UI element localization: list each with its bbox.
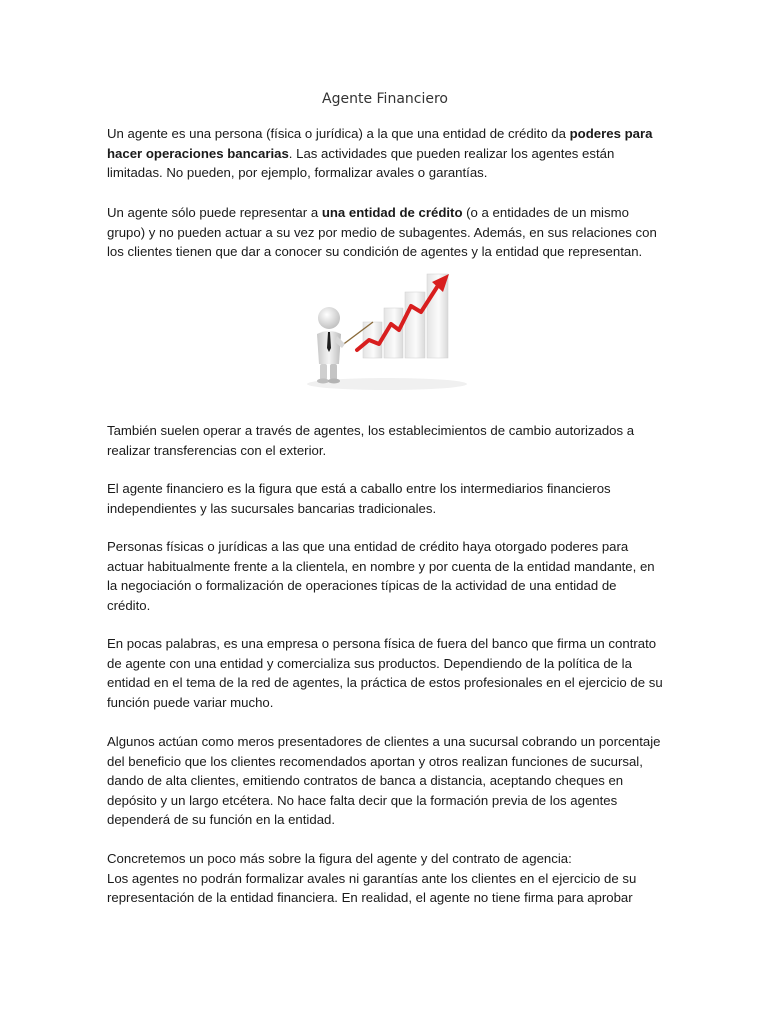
paragraph-1-bold: poderes para hacer operaciones bancarias (107, 126, 653, 161)
paragraph-3: También suelen operar a través de agentes, los establecimientos de cambio autorizados a realizar transferencias con el exterior. (107, 423, 635, 458)
figure-leg-left (320, 364, 327, 380)
paragraph-8-line-1: Concretemos un poco más sobre la figura del agente y del contrato de agencia: (107, 851, 572, 866)
figure-head (318, 307, 340, 329)
paragraph-1-text-c: . Las actividades que pueden realizar los agentes están limitadas. No pueden, por ejemplo, formalizar avales o garantías. (107, 145, 615, 180)
paragraph-2-text-c: (o a entidades de un mismo grupo) y no pueden actuar a su vez por medio de subagentes. Además, en sus relaciones con los clientes tienen que dar a conocer su condición de agentes y la entidad que representan. (107, 205, 657, 259)
paragraph-8-line-2: Los agentes no podrán formalizar avales ni garantías ante los clientes en el ejercicio de su representación de la entidad financiera. En realidad, el agente no tiene firma para aprobar (107, 870, 637, 905)
paragraph-8 (107, 849, 663, 908)
paragraph-7: Algunos actúan como meros presentadores de clientes a una sucursal cobrando un porcentaje del beneficio que los clientes recomendados aportan y otros realizan funciones de sucursal, dando de alta clientes, emitiendo contratos de banca a distancia, aceptando cheques en depósito y un largo etcétera. No hace falta decir que la formación previa de los agentes dependerá de su función en la entidad. (107, 734, 661, 827)
figure-leg-right (330, 364, 337, 380)
paragraph-2 (107, 203, 663, 262)
paragraph-5: Personas físicas o jurídicas a las que una entidad de crédito haya otorgado poderes para actuar habitualmente frente a la clientela, en nombre y por cuenta de la entidad mandante, en la negociación o formalización de operaciones típicas de la actividad de una entidad de crédito. (107, 539, 655, 613)
paragraph-2-text-a: Un agente sólo puede representar a (107, 205, 322, 220)
paragraph-1-text-a: Un agente es una persona (física o jurídica) a la que una entidad de crédito da (107, 126, 570, 141)
figure-foot-left (317, 379, 329, 384)
paragraph-6: En pocas palabras, es una empresa o persona física de fuera del banco que firma un contrato de agente con una entidad y comercializa sus productos. Dependiendo de la política de la entidad en el tema de la red de agentes, la práctica de estos profesionales en el ejercicio de su función puede variar mucho. (107, 636, 663, 710)
paragraph-1 (107, 124, 663, 183)
paragraph-4: El agente financiero es la figura que está a caballo entre los intermediarios financieros independientes y las sucursales bancarias tradicionales. (107, 481, 611, 516)
paragraph-2-bold: una entidad de crédito (321, 205, 463, 220)
presenter-growth-chart-illustration (299, 268, 469, 392)
chart-bar-3 (405, 292, 425, 358)
illustration-svg (299, 268, 469, 392)
document-title: Agente Financiero (322, 91, 448, 107)
figure-foot-right (328, 379, 340, 384)
